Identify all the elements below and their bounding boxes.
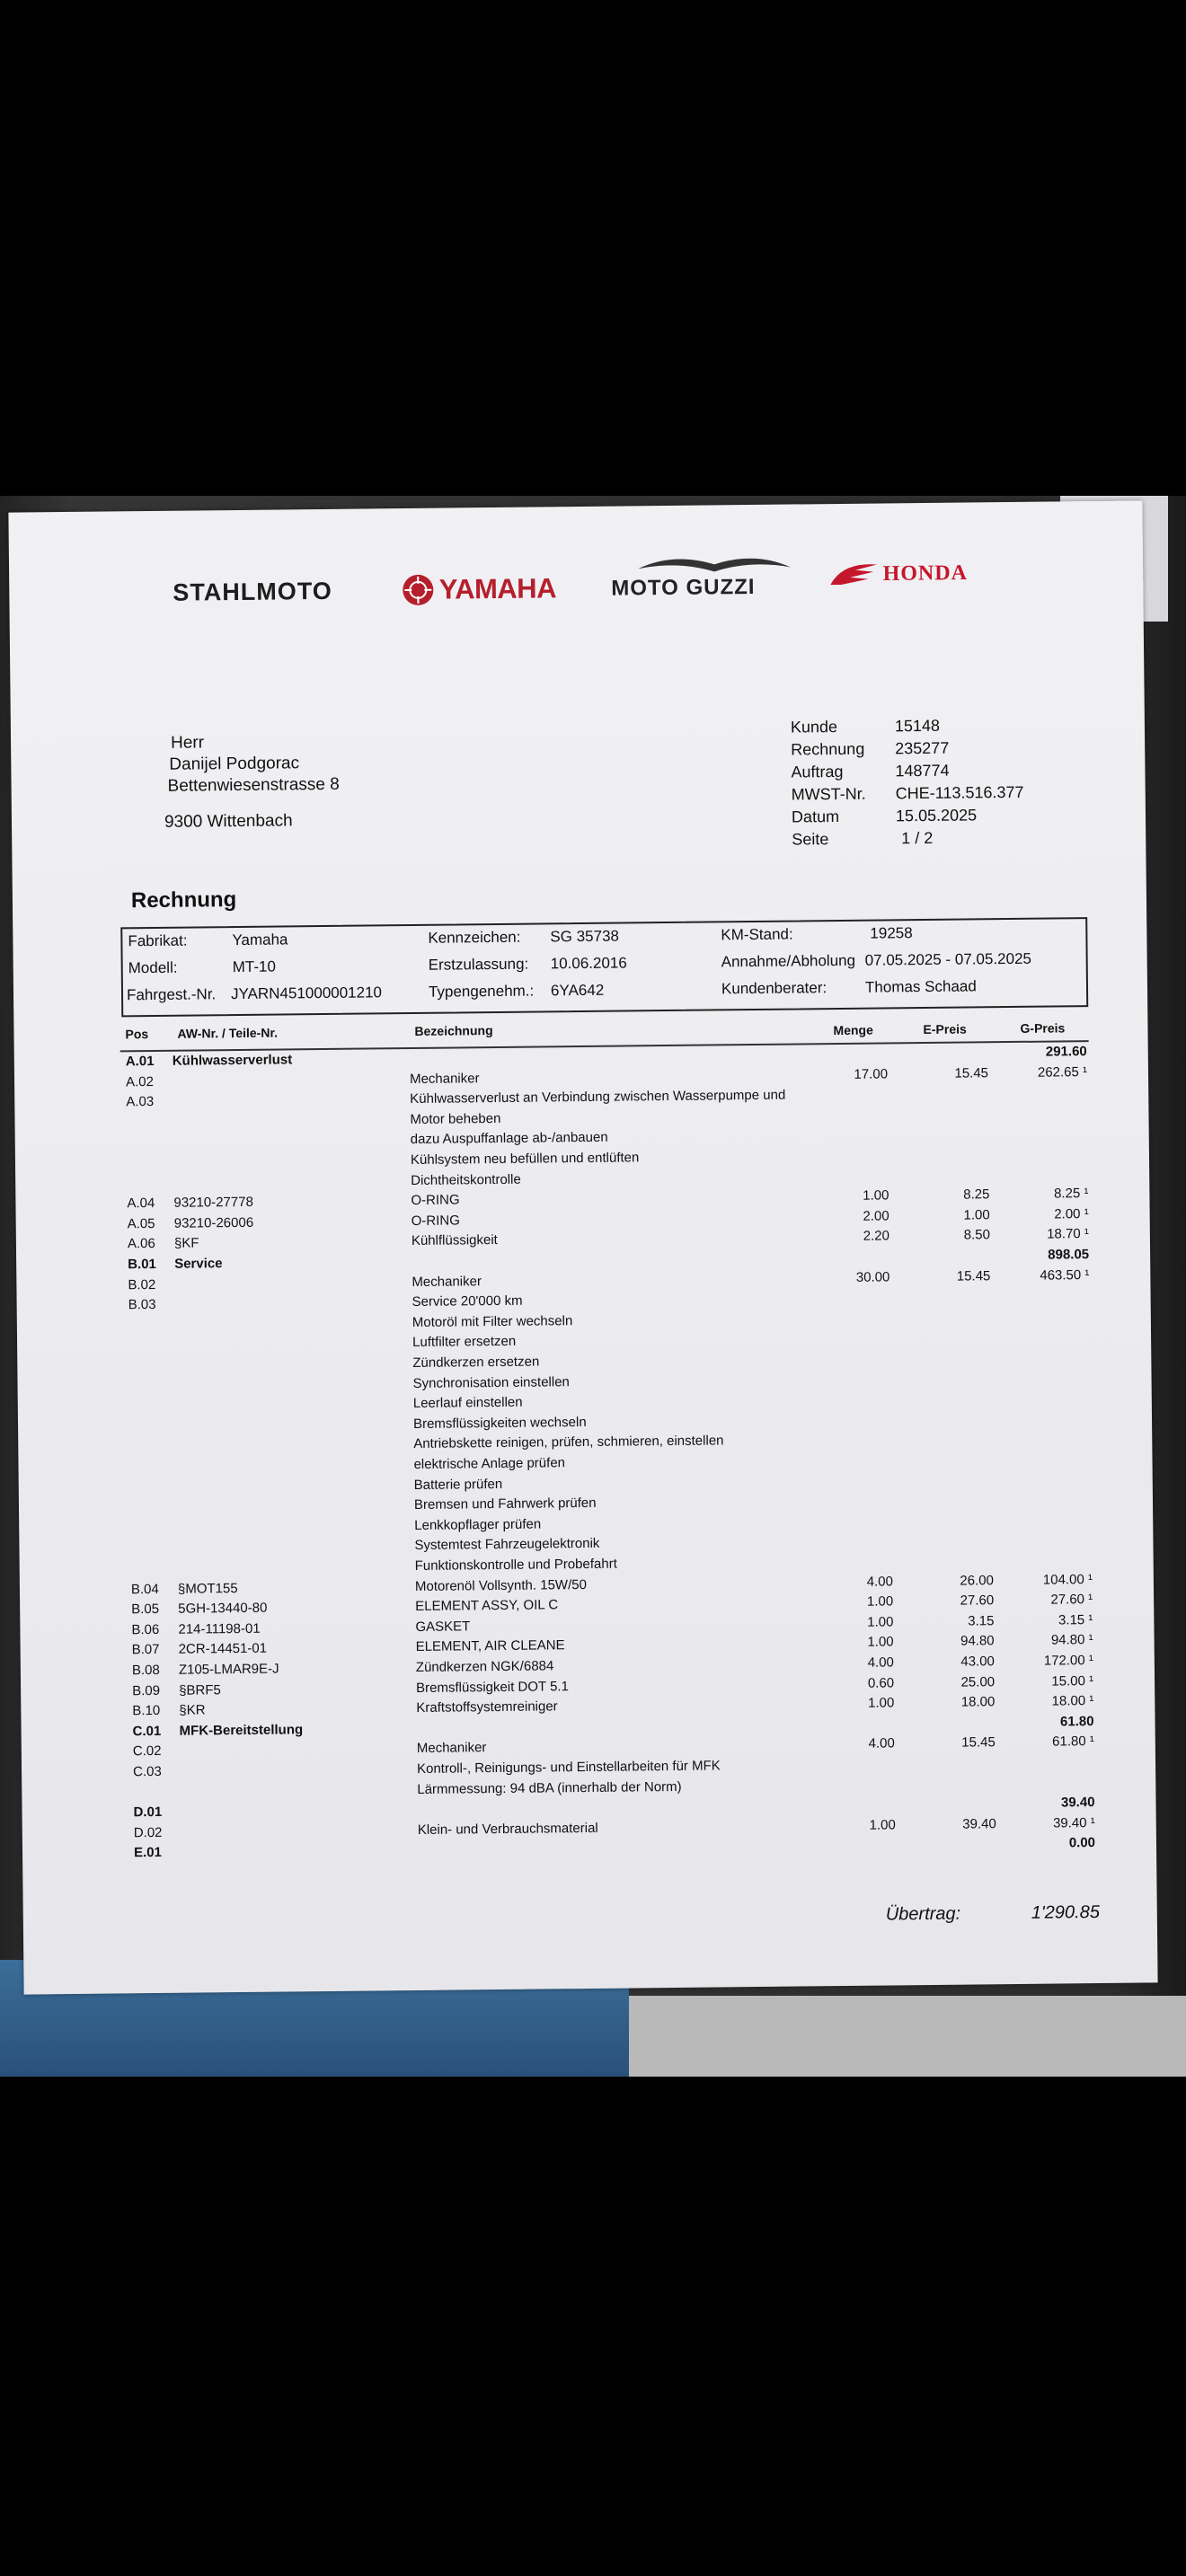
row-aw: 2CR-14451-01 [178,1641,268,1658]
row-gpreis: 18.00 ¹ [1051,1693,1094,1709]
moto-guzzi-logo [611,551,801,601]
row-gpreis: 262.65 ¹ [1037,1063,1088,1081]
kennzeichen-label: Kennzeichen: [428,928,521,947]
row-pos: A.04 [127,1195,155,1212]
row-bezeichnung: ELEMENT ASSY, OIL C [415,1597,559,1615]
row-bezeichnung: Service 20'000 km [412,1292,523,1310]
row-gpreis: 2.00 ¹ [1054,1205,1089,1222]
meta-value-datum: 15.05.2025 [895,806,978,825]
col-header-bezeichnung: Bezeichnung [414,1023,493,1038]
fabrikat-value: Yamaha [232,931,288,949]
row-menge: 1.00 [868,1695,895,1711]
fgnr-value: JYARN451000001210 [230,984,383,1003]
meta-value-auftrag: 148774 [895,761,950,781]
row-epreis: 43.00 [960,1654,995,1670]
row-bezeichnung: Bremsen und Fahrwerk prüfen [413,1495,597,1513]
row-gpreis: 39.40 ¹ [1052,1814,1095,1831]
row-epreis: 8.25 [963,1187,990,1203]
row-aw: 5GH-13440-80 [178,1600,268,1617]
row-bezeichnung: GASKET [415,1619,471,1635]
uebertrag-value: 1'290.85 [1031,1902,1101,1923]
row-bezeichnung: Kühlwasserverlust an Verbindung zwischen Wasserpumpe und [410,1087,786,1107]
row-pos: D.01 [133,1804,163,1821]
vehicle-info-box [120,917,1088,1017]
row-epreis: 1.00 [963,1207,990,1223]
row-epreis: 15.45 [954,1064,989,1081]
col-header-pos: Pos [125,1027,149,1042]
row-epreis: 26.00 [960,1572,994,1589]
row-bezeichnung: Kontroll-, Reinigungs- und Einstellarbeiten für MFK [416,1758,721,1777]
row-pos: C.01 [132,1723,162,1740]
floor [629,1996,1186,2077]
row-bezeichnung: O-RING [411,1192,460,1209]
row-epreis: 27.60 [960,1592,995,1609]
row-bezeichnung: Kühlsystem neu befüllen und entlüften [410,1150,640,1169]
row-gpreis: 27.60 ¹ [1050,1592,1093,1608]
row-bezeichnung: Synchronisation einstellen [412,1373,570,1391]
row-menge: 1.00 [869,1817,896,1833]
row-aw: MFK-Bereitstellung [179,1722,304,1739]
invoice-paper [8,500,1157,1994]
row-pos: B.10 [132,1703,161,1719]
row-aw: §MOT155 [177,1580,238,1597]
row-pos: B.06 [131,1621,160,1638]
meta-value-mwst: CHE-113.516.377 [895,782,1024,803]
row-gpreis: 94.80 ¹ [1050,1632,1093,1648]
yamaha-wordmark: YAMAHA [438,572,557,605]
row-bezeichnung: Mechaniker [412,1273,482,1290]
km-stand-label: KM-Stand: [721,925,793,944]
invoice-rows [14,1043,1156,1863]
customer-city: 9300 Wittenbach [164,811,293,832]
row-gpreis: 0.00 [1068,1835,1096,1851]
row-menge: 1.00 [867,1614,894,1630]
row-gpreis: 8.25 ¹ [1053,1186,1089,1202]
honda-logo [828,560,968,588]
row-bezeichnung: Lärmmessung: 94 dBA (innerhalb der Norm) [417,1778,682,1797]
row-menge: 4.00 [867,1654,894,1671]
row-pos: A.01 [125,1053,155,1070]
row-pos: B.05 [131,1601,160,1618]
meta-value-kunde: 15148 [894,716,941,736]
row-pos: A.03 [126,1094,155,1110]
kennzeichen-value: SG 35738 [550,927,620,946]
modell-label: Modell: [128,958,178,977]
row-bezeichnung: Dichtheitskontrolle [411,1171,521,1188]
honda-wing-icon [828,561,879,589]
row-pos: A.02 [125,1073,154,1090]
kundenberater-label: Kundenberater: [721,979,828,998]
row-bezeichnung: Batterie prüfen [413,1476,503,1493]
row-aw: Kühlwasserverlust [172,1052,293,1069]
customer-name: Danijel Podgorac [169,754,300,774]
erstzulassung-value: 10.06.2016 [550,954,627,973]
row-pos: B.07 [131,1642,160,1658]
row-bezeichnung: Antriebskette reinigen, prüfen, schmieren, einstellen [413,1433,724,1452]
row-bezeichnung: Systemtest Fahrzeugelektronik [414,1536,600,1554]
annahme-value: 07.05.2025 - 07.05.2025 [864,949,1032,969]
typengenehm-value: 6YA642 [550,981,605,1000]
row-gpreis: 61.80 [1059,1713,1094,1730]
row-aw: §KR [179,1702,206,1718]
row-gpreis: 15.00 ¹ [1051,1672,1094,1689]
row-epreis: 94.80 [960,1633,995,1650]
row-menge: 2.00 [863,1208,890,1224]
row-bezeichnung: Klein- und Verbrauchsmaterial [417,1820,598,1838]
row-epreis: 15.45 [961,1734,996,1751]
annahme-label: Annahme/Abholung [721,951,856,971]
row-bezeichnung: Mechaniker [409,1070,480,1087]
row-menge: 1.00 [867,1634,894,1651]
row-pos: B.09 [132,1682,161,1698]
row-epreis: 18.00 [960,1694,996,1710]
row-gpreis: 39.40 [1060,1795,1095,1811]
row-bezeichnung: Motor beheben [410,1110,501,1127]
meta-label-kunde: Kunde [790,718,838,737]
row-gpreis: 898.05 [1048,1247,1090,1263]
row-bezeichnung: Zündkerzen ersetzen [412,1354,540,1371]
row-gpreis: 463.50 ¹ [1040,1266,1090,1284]
row-pos: E.01 [133,1845,162,1861]
col-header-menge: Menge [833,1022,873,1038]
row-bezeichnung: Leerlauf einstellen [412,1394,523,1412]
row-aw: 93210-27778 [173,1195,253,1211]
erstzulassung-label: Erstzulassung: [428,955,529,974]
row-menge: 1.00 [866,1593,894,1610]
row-pos: B.04 [130,1581,159,1597]
fabrikat-label: Fabrikat: [128,931,188,950]
row-aw: Service [174,1256,223,1272]
row-gpreis: 104.00 ¹ [1042,1571,1093,1588]
customer-salutation: Herr [170,733,205,753]
meta-value-seite: 1 / 2 [901,828,934,848]
meta-label-rechnung: Rechnung [791,739,865,759]
row-epreis: 3.15 [968,1613,995,1629]
photo-background [0,496,1186,2077]
meta-label-mwst: MWST-Nr. [791,784,866,804]
row-bezeichnung: O-RING [411,1213,460,1229]
row-menge: 4.00 [868,1735,895,1752]
row-bezeichnung: Zündkerzen NGK/6884 [415,1658,554,1675]
row-aw: 93210-26006 [173,1214,254,1231]
typengenehm-label: Typengenehm.: [428,982,535,1001]
row-menge: 4.00 [866,1574,893,1590]
row-gpreis: 172.00 ¹ [1043,1653,1093,1669]
row-epreis: 15.45 [956,1267,991,1284]
row-pos: B.03 [128,1297,156,1313]
row-pos: A.06 [127,1236,155,1252]
row-pos: D.02 [133,1824,163,1841]
row-aw: 214-11198-01 [178,1620,261,1637]
customer-street: Bettenwiesenstrasse 8 [167,774,340,796]
row-bezeichnung: Luftfilter ersetzen [412,1334,517,1351]
row-bezeichnung: dazu Auspuffanlage ab-/anbauen [410,1130,608,1148]
row-bezeichnung: Mechaniker [416,1740,487,1757]
row-menge: 1.00 [863,1187,890,1204]
row-bezeichnung: Motoröl mit Filter wechseln [412,1312,573,1330]
guzzi-eagle-icon [629,551,800,576]
row-pos: A.05 [127,1215,155,1232]
row-pos: C.02 [132,1743,162,1760]
uebertrag-label: Übertrag: [885,1903,961,1925]
modell-value: MT-10 [232,957,276,976]
row-pos: B.01 [128,1256,156,1273]
row-bezeichnung: Funktionskontrolle und Probefahrt [414,1556,617,1574]
row-bezeichnung: Bremsflüssigkeiten wechseln [412,1414,587,1432]
yamaha-logo [401,571,556,607]
row-epreis: 25.00 [960,1673,996,1690]
row-bezeichnung: elektrische Anlage prüfen [413,1455,566,1472]
col-header-aw: AW-Nr. / Teile-Nr. [177,1025,279,1041]
row-pos: B.02 [128,1276,156,1292]
invoice-meta [791,715,1080,861]
document-title: Rechnung [130,887,237,913]
row-bezeichnung: Motorenöl Vollsynth. 15W/50 [414,1576,587,1594]
row-aw: §KF [173,1235,199,1252]
col-header-epreis: E-Preis [923,1021,967,1037]
row-bezeichnung: Kraftstoffsystemreiniger [416,1698,558,1716]
meta-label-datum: Datum [791,807,840,826]
row-aw: §BRF5 [179,1681,221,1698]
row-epreis: 8.50 [963,1227,990,1243]
stahlmoto-logo: STAHLMOTO [173,577,332,606]
row-bezeichnung: Bremsflüssigkeit DOT 5.1 [416,1678,569,1696]
row-pos: B.08 [131,1662,160,1679]
row-bezeichnung: Lenkkopflager prüfen [414,1516,542,1533]
row-menge: 0.60 [867,1674,895,1691]
col-header-gpreis: G-Preis [1020,1020,1066,1036]
row-aw: Z105-LMAR9E-J [178,1661,279,1678]
row-bezeichnung: Kühlflüssigkeit [411,1232,498,1249]
row-gpreis: 18.70 ¹ [1047,1226,1089,1242]
honda-wordmark: HONDA [882,560,969,586]
kundenberater-value: Thomas Schaad [864,977,977,996]
meta-value-rechnung: 235277 [895,738,950,758]
row-menge: 2.20 [863,1228,890,1245]
row-pos: C.03 [132,1763,162,1780]
row-menge: 30.00 [855,1269,890,1285]
km-stand-value: 19258 [870,924,913,942]
meta-label-seite: Seite [792,830,829,849]
row-menge: 17.00 [854,1066,889,1082]
row-gpreis: 291.60 [1045,1044,1087,1060]
row-epreis: 39.40 [962,1816,996,1832]
row-bezeichnung: ELEMENT, AIR CLEANE [415,1637,565,1655]
row-gpreis: 61.80 ¹ [1052,1734,1094,1750]
fgnr-label: Fahrgest.-Nr. [126,985,217,1004]
meta-label-auftrag: Auftrag [791,762,844,781]
guzzi-wordmark: MOTO GUZZI [611,574,756,601]
row-gpreis: 3.15 ¹ [1058,1611,1093,1628]
yamaha-emblem-icon [401,573,435,607]
